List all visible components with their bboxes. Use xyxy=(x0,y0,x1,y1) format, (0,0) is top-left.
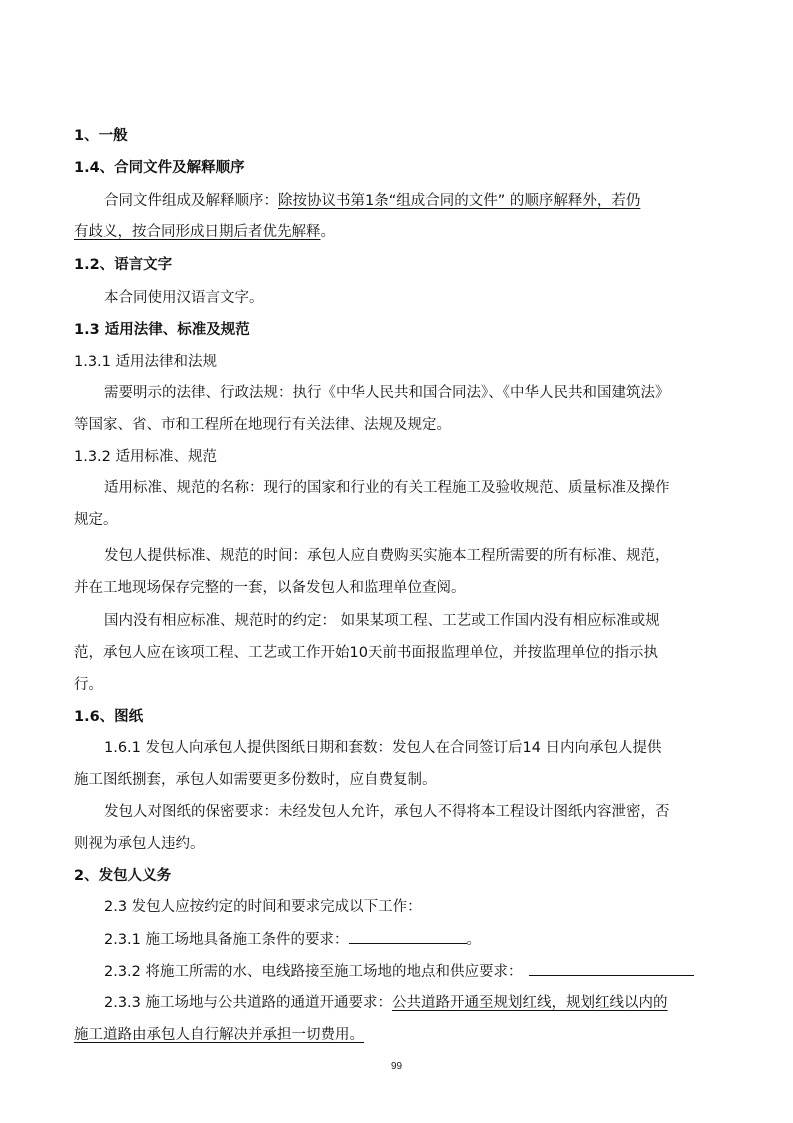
paragraph-1-6-1-line1: 1.6.1 发包人向承包人提供图纸日期和套数：发包人在合同签订后14 日内向承包人提供 xyxy=(104,740,662,756)
label-text: 合同文件组成及解释顺序： xyxy=(104,193,278,209)
blank-fill-line xyxy=(529,961,694,976)
paragraph-2-3-3-line1 xyxy=(104,993,668,1013)
paragraph-1-4-line2 xyxy=(74,222,335,242)
paragraph-provide-time-line2: 并在工地现场保存完整的一套，以备发包人和监理单位查阅。 xyxy=(74,580,466,596)
period: 。 xyxy=(466,932,482,948)
paragraph-1-4-line1 xyxy=(104,191,640,211)
paragraph-no-standard-line3: 行。 xyxy=(74,677,103,693)
paragraph-2-3-1 xyxy=(104,929,481,950)
paragraph-provide-time-line1: 发包人提供标准、规范的时间：承包人应自费购买实施本工程所需要的所有标准、规范， xyxy=(104,548,670,564)
heading-2: 2、发包人义务 xyxy=(74,868,172,884)
period: 。 xyxy=(320,224,335,240)
paragraph-confidential-line1: 发包人对图纸的保密要求：未经发包人允许，承包人不得将本工程设计图纸内容泄密，否 xyxy=(104,804,670,820)
paragraph-1-6-1-line2: 施工图纸捌套，承包人如需要更多份数时，应自费复制。 xyxy=(74,772,437,788)
label-text: 2.3.3 施工场地与公共道路的通道开通要求： xyxy=(104,995,393,1011)
paragraph-standards-line1: 适用标准、规范的名称：现行的国家和行业的有关工程施工及验收规范、质量标准及操作 xyxy=(104,480,670,496)
heading-1: 1、一般 xyxy=(74,128,128,144)
paragraph-2-3-2 xyxy=(104,961,694,982)
heading-1-3-1: 1.3.1 适用法律和法规 xyxy=(74,354,218,370)
heading-1-3: 1.3 适用法律、标准及规范 xyxy=(74,322,250,338)
heading-1-2: 1.2、语言文字 xyxy=(74,257,173,273)
page-number: 99 xyxy=(390,1061,403,1072)
heading-1-4: 1.4、合同文件及解释顺序 xyxy=(74,160,245,176)
paragraph-1-2: 本合同使用汉语言文字。 xyxy=(104,290,264,306)
paragraph-laws-line1: 需要明示的法律、行政法规：执行《中华人民共和国合同法》、《中华人民共和国建筑法》 xyxy=(104,385,670,401)
label-text: 2.3.2 将施工所需的水、电线路接至施工场地的地点和供应要求： xyxy=(104,964,523,980)
blank-fill-line xyxy=(349,929,467,944)
filled-text: 公共道路开通至规划红线，规划红线以内的 xyxy=(392,995,668,1011)
paragraph-standards-line2: 规定。 xyxy=(74,512,118,528)
heading-1-3-2: 1.3.2 适用标准、规范 xyxy=(74,449,218,465)
paragraph-laws-line2: 等国家、省、市和工程所在地现行有关法律、法规及规定。 xyxy=(74,417,451,433)
paragraph-2-3-3-line2 xyxy=(74,1025,364,1045)
paragraph-no-standard-line1: 国内没有相应标准、规范时的约定： 如果某项工程、工艺或工作国内没有相应标准或规 xyxy=(104,613,660,629)
filled-text: 施工道路由承包人自行解决并承担一切费用。 xyxy=(74,1027,364,1043)
filled-text: 除按协议书第1条“组成合同的文件” 的顺序解释外，若仍 xyxy=(278,193,641,209)
label-text: 2.3.1 施工场地具备施工条件的要求： xyxy=(104,932,349,948)
filled-text: 有歧义，按合同形成日期后者优先解释 xyxy=(74,224,321,240)
paragraph-2-3: 2.3 发包人应按约定的时间和要求完成以下工作： xyxy=(104,899,422,915)
paragraph-confidential-line2: 则视为承包人违约。 xyxy=(74,836,205,852)
paragraph-no-standard-line2: 范，承包人应在该项工程、工艺或工作开始10天前书面报监理单位，并按监理单位的指示执 xyxy=(74,645,658,661)
heading-1-6: 1.6、图纸 xyxy=(74,709,144,725)
